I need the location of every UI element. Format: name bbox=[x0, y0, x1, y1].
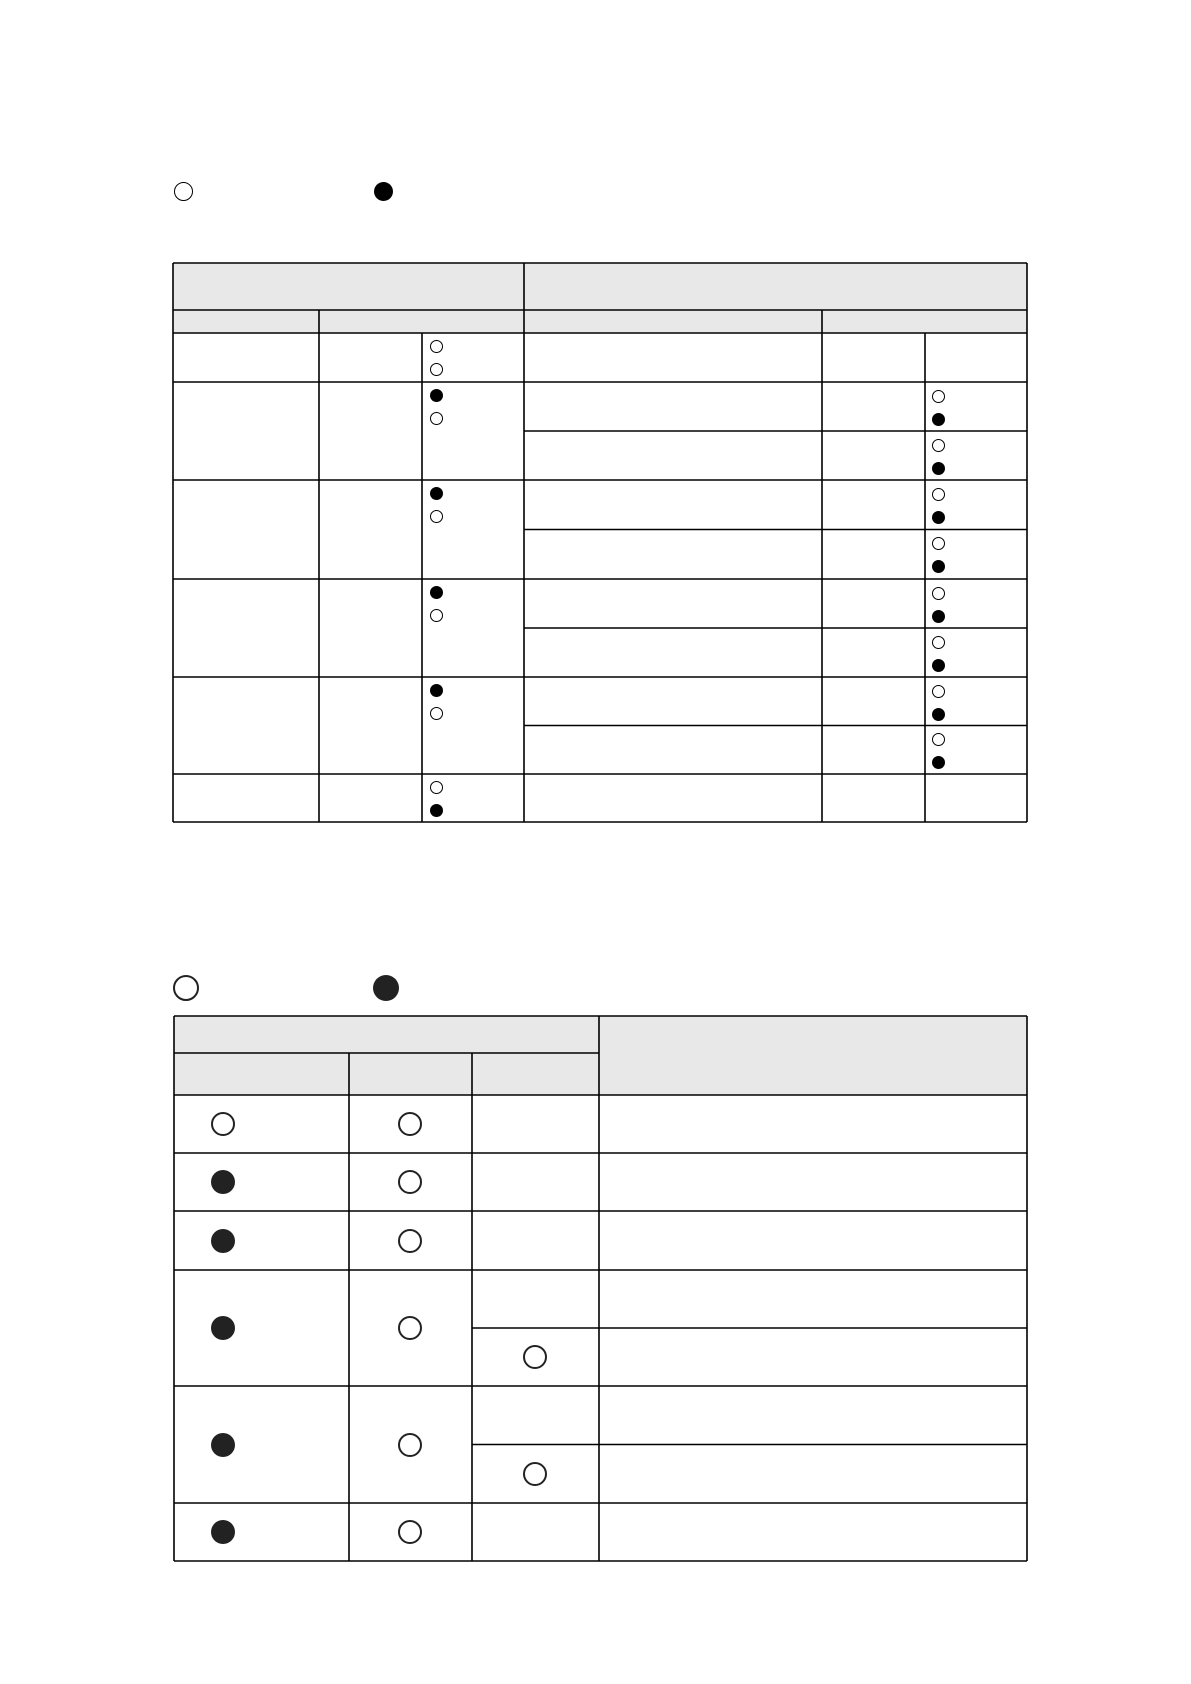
brow2-col2-open-circle-icon bbox=[398, 1229, 422, 1253]
brow1-col2-open-circle-icon bbox=[398, 1170, 422, 1194]
brow3-col2-open-circle-icon bbox=[398, 1316, 422, 1340]
brow5-col1-filled-circle-icon bbox=[211, 1520, 235, 1544]
brow2-col1-filled-circle-icon bbox=[211, 1229, 235, 1253]
brow4-col3-sub1-open-circle-icon bbox=[523, 1462, 547, 1486]
brow4-col2-open-circle-icon bbox=[398, 1433, 422, 1457]
brow0-col2-open-circle-icon bbox=[398, 1112, 422, 1136]
brow0-col1-open-circle-icon bbox=[211, 1112, 235, 1136]
brow5-col2-open-circle-icon bbox=[398, 1520, 422, 1544]
brow3-col3-sub1-open-circle-icon bbox=[523, 1345, 547, 1369]
brow1-col1-filled-circle-icon bbox=[211, 1170, 235, 1194]
brow4-col1-filled-circle-icon bbox=[211, 1433, 235, 1457]
brow3-col1-filled-circle-icon bbox=[211, 1316, 235, 1340]
